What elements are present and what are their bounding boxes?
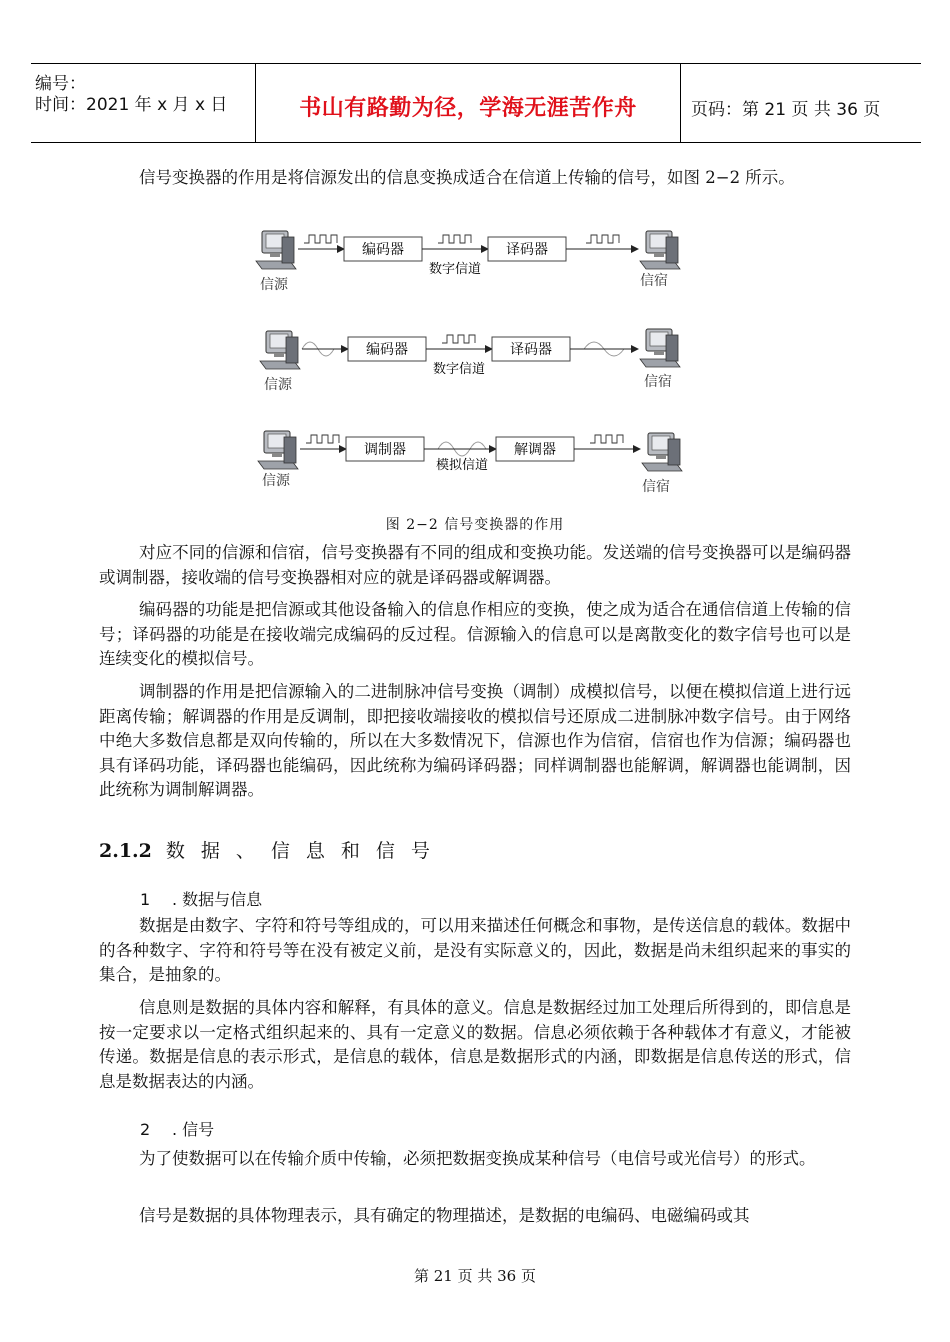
figure-row-3 bbox=[258, 431, 682, 495]
header-page-cell bbox=[681, 64, 921, 142]
figure-row-2 bbox=[260, 329, 680, 393]
demodulator-label: 解调器 bbox=[514, 442, 556, 458]
paragraph-4: 数据是由数字、字符和符号等组成的，可以用来描述任何概念和事物，是传送信息的载体。数据中的各种数字、字符和符号等在没有被定义前，是没有实际意义的，因此，数据是尚未组织起来的事实的集合，是抽象的。 bbox=[99, 916, 851, 985]
decoder-label: 译码器 bbox=[510, 342, 552, 358]
paragraph-3: 调制器的作用是把信源输入的二进制脉冲信号变换（调制）成模拟信号，以便在模拟信道上进行远距离传输；解调器的作用是反调制，即把接收端接收的模拟信号还原成二进制脉冲数字信号。由于网络中绝大多数信息都是双向传输的，所以在大多数情况下，信源也作为信宿，信宿也作为信源；编码器也具有译码功能，译码器也能编码，因此统称为编码译码器；同样调制器也能解调，解调器也能调制，因此统称为调制解调器。 bbox=[99, 682, 851, 800]
paragraph-7: 信号是数据的具体物理表示，具有确定的物理描述，是数据的电编码、电磁编码或其 bbox=[139, 1206, 750, 1225]
header-info-cell bbox=[31, 64, 256, 142]
sink-computer-icon bbox=[642, 433, 682, 471]
time-label: 时间：2021 年 x 月 x 日 bbox=[35, 95, 228, 115]
encoder-label: 编码器 bbox=[366, 342, 408, 358]
channel-label: 数字信道 bbox=[428, 262, 482, 277]
figure-row-1 bbox=[256, 231, 680, 293]
source-computer-icon bbox=[258, 431, 298, 469]
paragraph-2: 编码器的功能是把信源或其他设备输入的信息作相应的变换，使之成为适合在通信信道上传输的信号；译码器的功能是在接收端完成编码的反过程。信源输入的信息可以是离散变化的数字信号也可以是连续变化的模拟信号。 bbox=[99, 600, 851, 669]
modulator-label: 调制器 bbox=[364, 442, 406, 458]
header-motto-cell bbox=[256, 64, 681, 142]
page-label: 页码：第 21 页 共 36 页 bbox=[691, 100, 881, 120]
motto: 书山有路勤为径，学海无涯苦作舟 bbox=[299, 96, 637, 121]
source-label: 信源 bbox=[262, 473, 290, 489]
page-footer: 第 21 页 共 36 页 bbox=[413, 1267, 536, 1285]
intro-paragraph: 信号变换器的作用是将信源发出的信息变换成适合在信道上传输的信号，如图 2−2 所示。 bbox=[139, 168, 795, 187]
subheading-data-info: 1 . 数据与信息 bbox=[140, 890, 263, 909]
decoder-label: 译码器 bbox=[506, 242, 548, 258]
source-label: 信源 bbox=[264, 377, 292, 393]
source-computer-icon bbox=[256, 231, 296, 269]
paragraph-1: 对应不同的信源和信宿，信号变换器有不同的组成和变换功能。发送端的信号变换器可以是编码器或调制器，接收端的信号变换器相对应的就是译码器或解调器。 bbox=[99, 543, 851, 587]
source-label: 信源 bbox=[260, 277, 288, 293]
code-label: 编号： bbox=[35, 74, 86, 94]
section-heading: 2.1.2 数据、信息和信号 bbox=[99, 840, 446, 862]
channel-label: 模拟信道 bbox=[435, 458, 489, 473]
figure-signal-converter bbox=[240, 225, 700, 505]
sink-label: 信宿 bbox=[640, 273, 668, 289]
sink-computer-icon bbox=[640, 329, 680, 367]
sink-label: 信宿 bbox=[642, 479, 670, 495]
sink-computer-icon bbox=[640, 231, 680, 269]
paragraph-6: 为了使数据可以在传输介质中传输，必须把数据变换成某种信号（电信号或光信号）的形式。 bbox=[139, 1149, 816, 1168]
encoder-label: 编码器 bbox=[362, 242, 404, 258]
subheading-signal: 2 . 信号 bbox=[140, 1120, 215, 1139]
sink-label: 信宿 bbox=[644, 374, 672, 390]
document-header bbox=[31, 63, 921, 143]
channel-label: 数字信道 bbox=[432, 362, 486, 377]
figure-caption: 图 2−2 信号变换器的作用 bbox=[385, 517, 565, 533]
paragraph-5: 信息则是数据的具体内容和解释，有具体的意义。信息是数据经过加工处理后所得到的，即信息是按一定要求以一定格式组织起来的、具有一定意义的数据。信息必须依赖于各种载体才有意义，才能被传递。数据是信息的表示形式，是信息的载体，信息是数据形式的内涵，即数据是信息传送的形式，信息是数据表达的内涵。 bbox=[99, 998, 851, 1091]
source-computer-icon bbox=[260, 331, 300, 369]
